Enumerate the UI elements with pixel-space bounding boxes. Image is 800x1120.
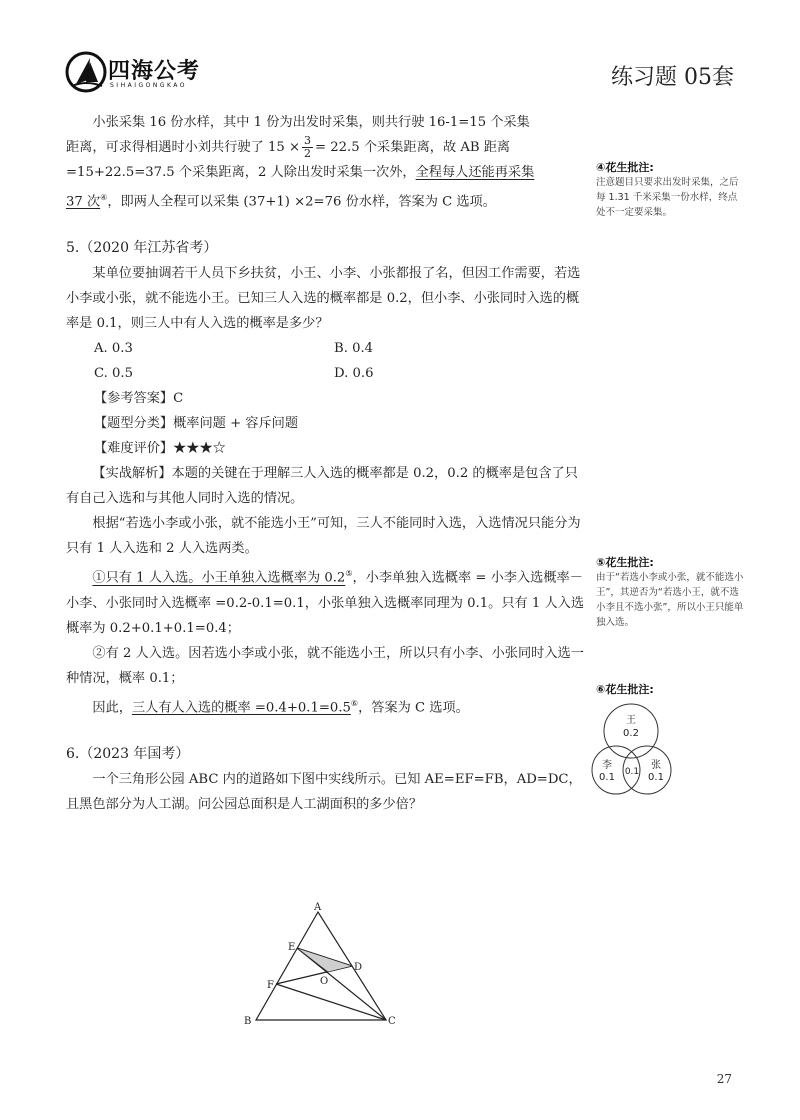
q4-line2: 距离，可求得相遇时小刘共行驶了 15 × $\frac{3}{2}$ = 22.5 个采集距离，故 AB 距离	[66, 134, 511, 160]
label-c: C	[388, 1016, 396, 1027]
venn-li-value: 0.1	[599, 772, 615, 783]
note-4-body: 注意题目只要求出发时采集，之后每 1.31 千米采集一份水样，终点处不一定要采集。	[596, 177, 739, 218]
venn-intersection-value: 0.1	[624, 767, 640, 777]
page-number: 27	[716, 1072, 732, 1086]
main-content	[66, 110, 586, 817]
q5-answer: 【参考答案】C	[94, 391, 184, 407]
set-title: 练习题 05套	[611, 65, 734, 90]
venn-wang-value: 0.2	[623, 728, 639, 739]
note-5-title: ⑤花生批注:	[596, 556, 654, 569]
label-e: E	[288, 942, 296, 953]
q4-line3: =15+22.5=37.5 个采集距离，2 人除出发时采集一次外，全程每人还能再采集	[66, 165, 535, 180]
logo-text: 四海公考	[108, 59, 201, 84]
venn-wang: 王	[626, 715, 636, 726]
q5-category: 【题型分类】概率问题 + 容斥问题	[94, 416, 299, 432]
note-5	[596, 555, 746, 630]
logo-subtitle: SIHAIGONGKAO	[110, 82, 188, 89]
option-a: A. 0.3	[94, 341, 133, 357]
q5-analysis: 【实战解析】本题的关键在于理解三人入选的概率都是 0.2，0.2 的概率是包含了只有自己入选和与其他人同时入选的情况。	[66, 466, 578, 507]
note-5-body: 由于“若选小李或小张，就不能选小王”，其逆否为“若选小王，就不选小李且不选小张”，所以小王只能单独入选。	[596, 572, 744, 628]
q5-para3: ①只有 1 人入选。小王单独入选概率为 0.2⑤，小李单独入选概率 = 小李入选概率－小李、小张同时入选概率 =0.2-0.1=0.1，小张单独入选概率同理为 0.1。只有 1 人入选概率为 0.2+0.1+0.1=0.4；	[66, 569, 585, 636]
label-o: O	[320, 976, 329, 987]
q5-difficulty: 【难度评价】★★★☆	[94, 441, 226, 457]
q5-para2: 根据“若选小李或小张，就不能选小王”可知，三人不能同时入选，入选情况只能分为只有 1 人入选和 2 人入选两类。	[66, 516, 581, 557]
label-d: D	[354, 962, 363, 973]
q5-para4: ②有 2 人入选。因若选小李或小张，就不能选小王，所以只有小李、小张同时入选一种情况，概率 0.1；	[66, 645, 584, 686]
note-4-title: ④花生批注:	[596, 161, 654, 174]
note-6-title: ⑥花生批注:	[596, 683, 654, 696]
venn-zhang-value: 0.1	[648, 772, 664, 783]
q4-line4: 37 次④，即两人全程可以采集 (37+1) ×2=76 份水样，答案为 C 选项。	[66, 193, 496, 210]
triangle-diagram	[236, 900, 406, 1030]
q5-para5: 因此，三人有人入选的概率 =0.4+0.1=0.5⑥，答案为 C 选项。	[92, 698, 469, 716]
note-4	[596, 160, 746, 220]
venn-zhang: 张	[651, 760, 661, 771]
venn-diagram	[588, 698, 698, 808]
note-6	[596, 682, 746, 697]
label-a: A	[314, 902, 322, 913]
q5-heading: 5.（2020 年江苏省考）	[66, 240, 218, 257]
option-d: D. 0.6	[334, 366, 374, 382]
option-b: B. 0.4	[334, 341, 374, 357]
q6-stem: 一个三角形公园 ABC 内的道路如下图中实线所示。已知 AE=EF=FB，AD=DC，且黑色部分为人工湖。问公园总面积是人工湖面积的多少倍？	[66, 772, 582, 813]
fraction: $\frac{3}{2}$	[304, 134, 312, 160]
q4-line1: 小张采集 16 份水样，其中 1 份为出发时采集，则共行驶 16-1=15 个采集	[92, 115, 530, 130]
venn-li: 李	[602, 760, 612, 771]
q5-options	[66, 336, 586, 386]
option-c: C. 0.5	[94, 366, 133, 382]
q6-heading: 6.（2023 年国考）	[66, 746, 190, 763]
label-f: F	[267, 980, 274, 991]
label-b: B	[244, 1016, 252, 1027]
q5-stem: 某单位要抽调若干人员下乡扶贫，小王、小李、小张都报了名，但因工作需要，若选小李或小张，就不能选小王。已知三人入选的概率都是 0.2，但小李、小张同时入选的概率是 0.1，则三人中有人入选的概率是多少？	[66, 266, 581, 332]
